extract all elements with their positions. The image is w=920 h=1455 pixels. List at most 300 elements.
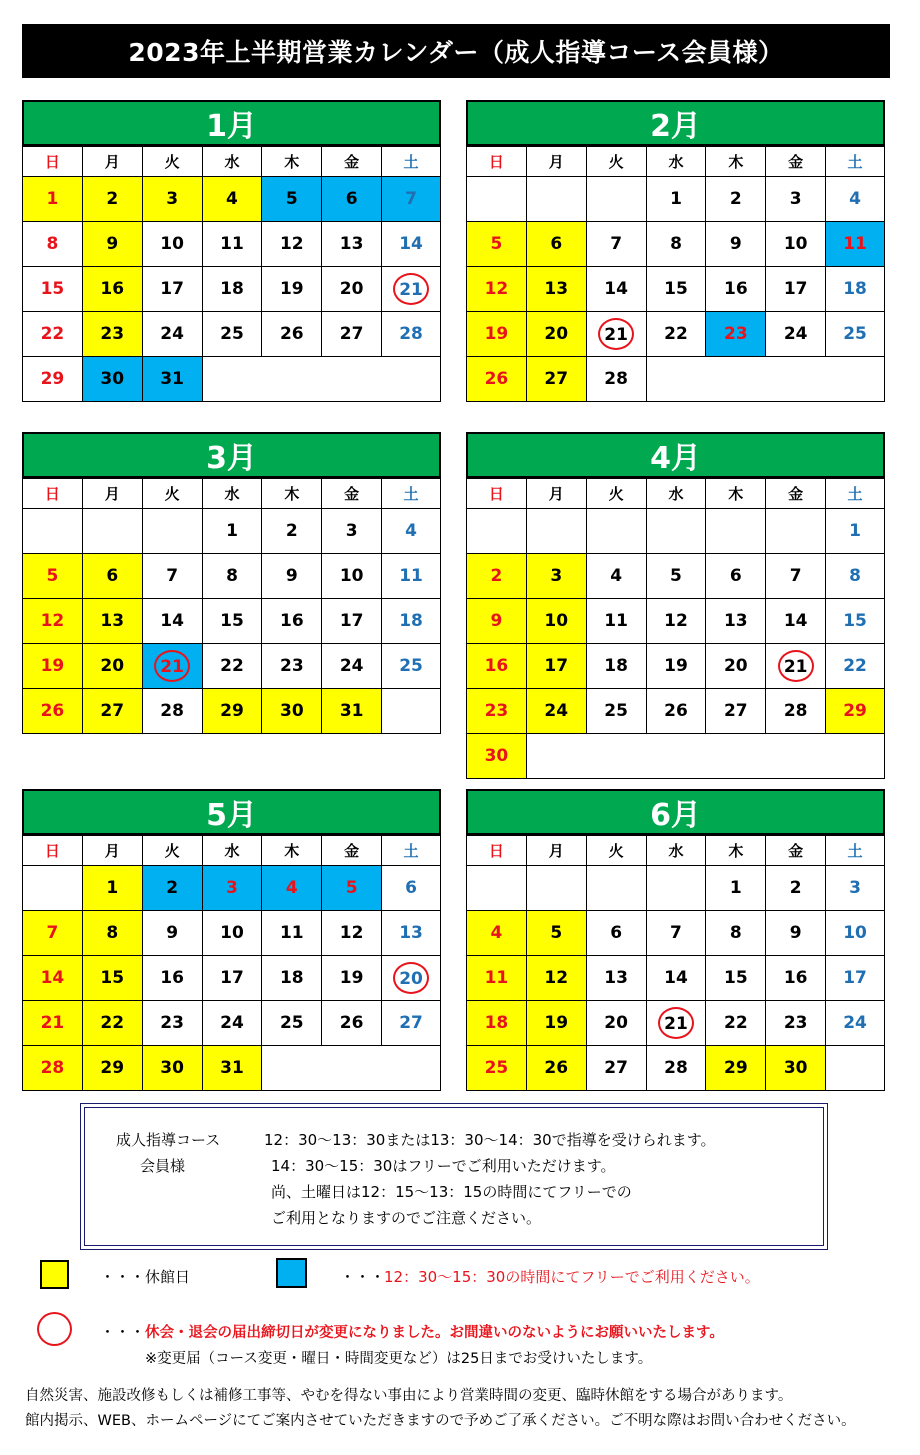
day-cell: 13 [382,911,441,956]
day-cell: 15 [202,599,262,644]
week-row [467,599,885,644]
day-cell: 11 [202,222,262,267]
week-row [23,599,441,644]
month-header: 3月 [22,432,441,478]
empty-day [526,509,586,554]
day-cell [586,312,646,357]
day-cell: 22 [82,1001,142,1046]
day-cell: 13 [82,599,142,644]
day-cell: 11 [382,554,441,599]
day-cell: 24 [202,1001,262,1046]
day-cell: 23 [142,1001,202,1046]
empty-day [586,509,646,554]
footer-line-2: 館内掲示、WEB、ホームページにてご案内させていただきますので予めご了承ください。ご不明な際はお問い合わせください。 [25,1413,856,1429]
week-row [23,1046,441,1091]
weekday-header: 日 [23,836,83,866]
day-cell: 7 [586,222,646,267]
day-cell: 9 [766,911,826,956]
weekday-header: 金 [322,147,382,177]
day-cell: 17 [322,599,382,644]
day-cell: 1 [706,866,766,911]
day-cell: 10 [766,222,826,267]
day-cell: 4 [826,177,885,222]
empty-day [766,509,826,554]
day-cell: 24 [322,644,382,689]
day-cell: 13 [526,267,586,312]
day-cell: 12 [646,599,706,644]
day-cell: 29 [23,357,83,402]
weekday-header: 火 [142,836,202,866]
day-cell: 7 [646,911,706,956]
day-cell: 26 [322,1001,382,1046]
week-row [23,956,441,1001]
day-cell: 22 [706,1001,766,1046]
day-cell: 14 [142,599,202,644]
empty-day [706,509,766,554]
empty-day [526,734,884,779]
day-cell: 14 [766,599,826,644]
weekday-header: 木 [262,479,322,509]
note-line-2: 14：30～15：30はフリーでご利用いただけます。 [271,1157,616,1175]
legend-circle-icon [37,1312,72,1346]
day-cell: 13 [322,222,382,267]
legend-dots-1: ・・・ [100,1268,146,1286]
empty-day [646,357,884,402]
day-cell: 21 [23,1001,83,1046]
month-header: 2月 [466,100,885,146]
weekday-header: 水 [202,147,262,177]
day-cell: 16 [82,267,142,312]
legend-closed-label: 休館日 [145,1268,191,1286]
weekday-header: 月 [82,479,142,509]
weekday-header: 火 [142,147,202,177]
day-cell: 1 [202,509,262,554]
day-cell: 26 [262,312,322,357]
empty-day [646,866,706,911]
day-cell: 27 [526,357,586,402]
week-row [467,734,885,779]
week-row [23,644,441,689]
empty-day [646,509,706,554]
week-row [23,312,441,357]
day-cell: 12 [23,599,83,644]
member-label: 会員様 [140,1157,186,1175]
day-cell: 31 [202,1046,262,1091]
day-cell: 30 [262,689,322,734]
day-cell: 1 [82,866,142,911]
day-cell: 24 [142,312,202,357]
weekday-header: 土 [382,479,441,509]
weekday-header: 火 [142,479,202,509]
day-cell: 24 [766,312,826,357]
week-row [23,1001,441,1046]
day-cell: 9 [467,599,527,644]
week-row [467,911,885,956]
weekday-header: 金 [766,147,826,177]
deadline-circled-day: 20 [393,962,429,994]
day-cell: 13 [586,956,646,1001]
empty-day [202,357,440,402]
deadline-circled-day: 21 [778,650,814,682]
month-header: 4月 [466,432,885,478]
day-cell: 12 [526,956,586,1001]
day-cell: 5 [526,911,586,956]
day-cell: 3 [766,177,826,222]
weekday-header: 木 [262,147,322,177]
weekday-header: 木 [706,479,766,509]
day-cell: 8 [23,222,83,267]
day-cell: 20 [586,1001,646,1046]
weekday-header: 土 [826,147,885,177]
day-cell: 29 [82,1046,142,1091]
day-cell: 18 [262,956,322,1001]
day-cell: 3 [826,866,885,911]
day-cell: 22 [202,644,262,689]
day-cell: 17 [202,956,262,1001]
day-cell: 19 [526,1001,586,1046]
weekday-header: 月 [82,836,142,866]
footer-line-1: 自然災害、施設改修もしくは補修工事等、やむを得ない事由により営業時間の変更、臨時休館をする場合があります。 [25,1388,793,1404]
day-cell: 5 [23,554,83,599]
day-cell: 28 [142,689,202,734]
day-cell: 17 [142,267,202,312]
day-cell: 1 [646,177,706,222]
note-line-1: 12：30～13：30または13：30～14：30で指導を受けられます。 [264,1131,716,1149]
day-cell: 6 [382,866,441,911]
day-cell: 14 [586,267,646,312]
day-cell: 10 [322,554,382,599]
week-row [467,222,885,267]
day-cell: 17 [826,956,885,1001]
day-cell: 27 [706,689,766,734]
weekday-header: 日 [467,479,527,509]
day-cell: 29 [826,689,885,734]
day-cell: 3 [202,866,262,911]
day-cell: 15 [82,956,142,1001]
day-cell: 12 [262,222,322,267]
day-cell: 18 [467,1001,527,1046]
legend-dots-2: ・・・ [340,1268,386,1286]
day-cell: 6 [526,222,586,267]
day-cell: 20 [706,644,766,689]
calendar-grid [466,478,885,779]
day-cell: 22 [646,312,706,357]
day-cell: 12 [322,911,382,956]
day-cell [382,956,441,1001]
day-cell: 13 [706,599,766,644]
legend-dots-3: ・・・ [100,1323,146,1341]
empty-day [23,866,83,911]
weekday-header: 日 [467,147,527,177]
note-line-3: 尚、土曜日は12：15～13：15の時間にてフリーでの [271,1183,632,1201]
day-cell: 15 [826,599,885,644]
weekday-header: 土 [826,479,885,509]
weekday-header: 月 [526,147,586,177]
day-cell: 2 [82,177,142,222]
day-cell: 6 [586,911,646,956]
day-cell: 12 [467,267,527,312]
day-cell: 2 [467,554,527,599]
legend-yellow-swatch [40,1260,69,1289]
day-cell: 28 [586,357,646,402]
day-cell: 9 [82,222,142,267]
day-cell: 27 [82,689,142,734]
day-cell: 14 [382,222,441,267]
day-cell: 9 [262,554,322,599]
empty-day [142,509,202,554]
day-cell [646,1001,706,1046]
day-cell: 25 [586,689,646,734]
day-cell: 27 [382,1001,441,1046]
day-cell: 25 [826,312,885,357]
week-row [23,267,441,312]
day-cell: 5 [646,554,706,599]
week-row [467,866,885,911]
day-cell: 10 [202,911,262,956]
day-cell: 19 [322,956,382,1001]
day-cell: 25 [382,644,441,689]
month-header: 1月 [22,100,441,146]
day-cell: 18 [202,267,262,312]
day-cell: 5 [262,177,322,222]
weekday-header: 火 [586,147,646,177]
week-row [467,554,885,599]
day-cell: 15 [706,956,766,1001]
deadline-circled-day: 21 [658,1007,694,1039]
day-cell [766,644,826,689]
day-cell: 16 [766,956,826,1001]
day-cell: 25 [202,312,262,357]
day-cell: 28 [382,312,441,357]
day-cell: 9 [142,911,202,956]
day-cell: 29 [202,689,262,734]
week-row [23,222,441,267]
week-row [467,509,885,554]
empty-day [467,866,527,911]
weekday-header: 木 [262,836,322,866]
month-header: 6月 [466,789,885,835]
weekday-header: 水 [646,479,706,509]
day-cell: 23 [467,689,527,734]
day-cell: 27 [586,1046,646,1091]
empty-day [586,866,646,911]
day-cell: 3 [142,177,202,222]
day-cell: 26 [526,1046,586,1091]
day-cell: 20 [82,644,142,689]
empty-day [82,509,142,554]
calendar-grid [466,146,885,402]
week-row [467,177,885,222]
week-row [23,554,441,599]
day-cell: 4 [202,177,262,222]
weekday-header: 水 [646,147,706,177]
day-cell: 1 [23,177,83,222]
day-cell: 26 [467,357,527,402]
legend-deadline-label: 休会・退会の届出締切日が変更になりました。お間違いのないようにお願いいたします。 [145,1325,724,1341]
day-cell: 16 [467,644,527,689]
legend-blue-swatch [276,1258,307,1288]
deadline-circled-day: 21 [598,318,634,350]
weekday-header: 水 [202,479,262,509]
day-cell: 10 [142,222,202,267]
day-cell: 23 [82,312,142,357]
weekday-header: 火 [586,479,646,509]
week-row [23,866,441,911]
empty-day [467,177,527,222]
week-row [467,1001,885,1046]
calendar-grid [22,478,441,734]
day-cell: 16 [142,956,202,1001]
day-cell [382,267,441,312]
day-cell: 6 [322,177,382,222]
day-cell: 16 [262,599,322,644]
week-row [23,689,441,734]
day-cell: 24 [826,1001,885,1046]
day-cell: 11 [467,956,527,1001]
day-cell: 31 [322,689,382,734]
day-cell: 7 [766,554,826,599]
weekday-header: 日 [467,836,527,866]
day-cell: 2 [142,866,202,911]
day-cell: 18 [382,599,441,644]
weekday-header: 月 [82,147,142,177]
day-cell: 16 [706,267,766,312]
day-cell: 25 [467,1046,527,1091]
empty-day [262,1046,441,1091]
weekday-header: 水 [646,836,706,866]
day-cell: 4 [262,866,322,911]
weekday-header: 日 [23,479,83,509]
weekday-header: 日 [23,147,83,177]
day-cell [142,644,202,689]
weekday-header: 金 [766,836,826,866]
legend-deadline-note: ※変更届（コース変更・曜日・時間変更など）は25日までお受けいたします。 [145,1351,653,1367]
weekday-header: 土 [826,836,885,866]
day-cell: 26 [23,689,83,734]
empty-day [23,509,83,554]
day-cell: 17 [526,644,586,689]
day-cell: 8 [202,554,262,599]
week-row [467,689,885,734]
day-cell: 30 [766,1046,826,1091]
week-row [23,177,441,222]
day-cell: 4 [382,509,441,554]
day-cell: 7 [23,911,83,956]
day-cell: 7 [382,177,441,222]
day-cell: 11 [586,599,646,644]
weekday-header: 月 [526,836,586,866]
weekday-header: 土 [382,147,441,177]
day-cell: 14 [23,956,83,1001]
page-title: 2023年上半期営業カレンダー（成人指導コース会員様） [22,24,890,78]
day-cell: 10 [826,911,885,956]
weekday-header: 金 [766,479,826,509]
weekday-header: 土 [382,836,441,866]
day-cell: 23 [706,312,766,357]
day-cell: 24 [526,689,586,734]
day-cell: 5 [322,866,382,911]
day-cell: 20 [322,267,382,312]
note-line-4: ご利用となりますのでご注意ください。 [271,1209,542,1227]
calendar-grid [22,146,441,402]
empty-day [526,177,586,222]
weekday-header: 火 [586,836,646,866]
empty-day [467,509,527,554]
day-cell: 22 [23,312,83,357]
day-cell: 19 [23,644,83,689]
day-cell: 15 [646,267,706,312]
day-cell: 6 [706,554,766,599]
course-label: 成人指導コース [116,1131,221,1149]
day-cell: 26 [646,689,706,734]
deadline-circled-day: 21 [154,650,190,682]
day-cell: 29 [706,1046,766,1091]
day-cell: 30 [142,1046,202,1091]
empty-day [382,689,441,734]
weekday-header: 月 [526,479,586,509]
week-row [467,644,885,689]
day-cell: 2 [262,509,322,554]
day-cell: 7 [142,554,202,599]
day-cell: 30 [82,357,142,402]
day-cell: 31 [142,357,202,402]
day-cell: 23 [766,1001,826,1046]
week-row [467,357,885,402]
day-cell: 18 [826,267,885,312]
weekday-header: 金 [322,479,382,509]
week-row [23,357,441,402]
day-cell: 19 [646,644,706,689]
day-cell: 30 [467,734,527,779]
deadline-circled-day: 21 [393,273,429,305]
day-cell: 1 [826,509,885,554]
week-row [467,312,885,357]
day-cell: 17 [766,267,826,312]
day-cell: 20 [526,312,586,357]
day-cell: 25 [262,1001,322,1046]
day-cell: 11 [262,911,322,956]
day-cell: 4 [467,911,527,956]
day-cell: 27 [322,312,382,357]
day-cell: 6 [82,554,142,599]
day-cell: 23 [262,644,322,689]
day-cell: 14 [646,956,706,1001]
week-row [467,267,885,312]
day-cell: 9 [706,222,766,267]
day-cell: 8 [826,554,885,599]
empty-day [826,1046,885,1091]
week-row [467,1046,885,1091]
day-cell: 8 [82,911,142,956]
calendar-grid [22,835,441,1091]
day-cell: 28 [766,689,826,734]
day-cell: 5 [467,222,527,267]
weekday-header: 水 [202,836,262,866]
week-row [23,509,441,554]
empty-day [526,866,586,911]
day-cell: 4 [586,554,646,599]
weekday-header: 木 [706,147,766,177]
day-cell: 18 [586,644,646,689]
month-header: 5月 [22,789,441,835]
day-cell: 28 [23,1046,83,1091]
weekday-header: 金 [322,836,382,866]
calendar-grid [466,835,885,1091]
day-cell: 8 [706,911,766,956]
day-cell: 3 [322,509,382,554]
day-cell: 19 [262,267,322,312]
empty-day [586,177,646,222]
